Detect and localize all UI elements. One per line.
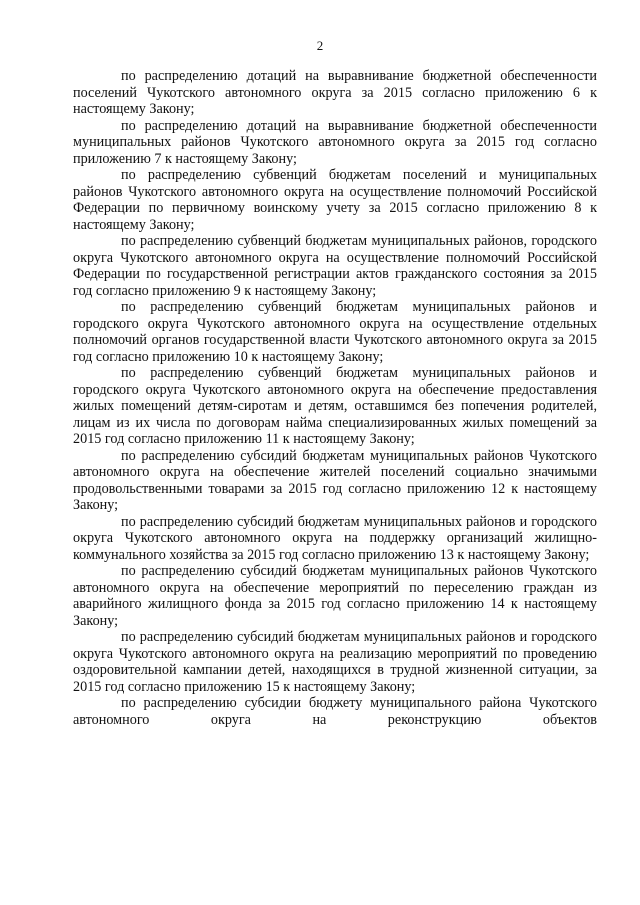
paragraph: по распределению субсидий бюджетам муниципальных районов и городского округа Чукотского автономного округа на поддержку организаций жилищно-коммунального хозяйства за 2015 год согласно приложению 13 к настоящему Закону;: [73, 513, 597, 563]
paragraph: по распределению дотаций на выравнивание бюджетной обеспеченности поселений Чукотского автономного округа за 2015 согласно приложению 6 к настоящему Закону;: [73, 68, 597, 117]
page-number: 2: [316, 38, 324, 53]
paragraph: по распределению субсидий бюджетам муниципальных районов Чукотского автономного округа на обеспечение жителей поселений социально значимыми продовольственными товарами за 2015 год согласно приложению 12 к настоящему Закону;: [73, 447, 597, 513]
paragraph: по распределению субвенций бюджетам муниципальных районов, городского округа Чукотского автономного округа на осуществление полномочий Российской Федерации по государственной регистрации актов гражданского состояния за 2015 год согласно приложению 9 к настоящему Закону;: [73, 233, 597, 299]
paragraph: по распределению субсидий бюджетам муниципальных районов Чукотского автономного округа на обеспечение мероприятий по переселению граждан из аварийного жилищного фонда за 2015 год согласно приложению 14 к настоящему Закону;: [73, 563, 597, 629]
document-body: [73, 68, 597, 728]
paragraph: по распределению субвенций бюджетам муниципальных районов и городского округа Чукотского автономного округа на обеспечение предоставления жилых помещений детям-сиротам и детям, оставшимся без попечения родителей, лицам из их числа по договорам найма специализированных жилых помещений за 2015 год согласно приложению 11 к настоящему Закону;: [73, 365, 597, 447]
paragraph: по распределению субсидий бюджетам муниципальных районов и городского округа Чукотского автономного округа на реализацию мероприятий по проведению оздоровительной кампании детей, находящихся в трудной жизненной ситуации, за 2015 год согласно приложению 15 к настоящему Закону;: [73, 629, 597, 695]
paragraph: по распределению дотаций на выравнивание бюджетной обеспеченности муниципальных районов Чукотского автономного округа за 2015 год согласно приложению 7 к настоящему Закону;: [73, 117, 597, 167]
paragraph: по распределению субвенций бюджетам поселений и муниципальных районов Чукотского автономного округа на осуществление полномочий Российской Федерации по первичному воинскому учету за 2015 согласно приложению 8 к настоящему Закону;: [73, 167, 597, 233]
paragraph: по распределению субвенций бюджетам муниципальных районов и городского округа Чукотского автономного округа на осуществление отдельных полномочий органов государственной власти Чукотского автономного округа за 2015 год согласно приложению 10 к настоящему Закону;: [73, 299, 597, 365]
paragraph: по распределению субсидии бюджету муниципального района Чукотского автономного округа на реконструкцию объектов: [73, 695, 597, 728]
